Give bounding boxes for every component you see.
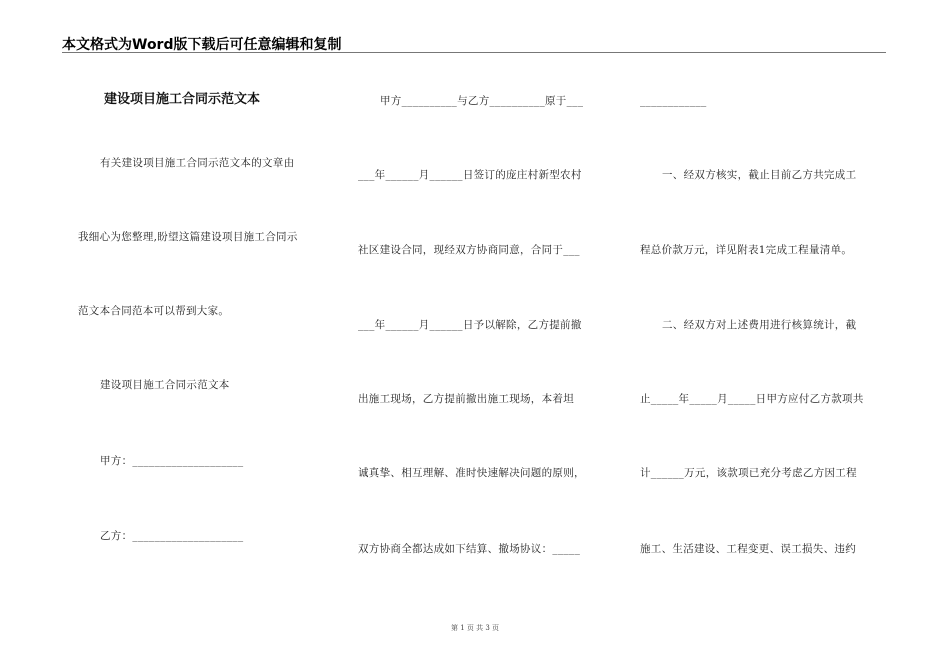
col2-line-5: 出施工现场，乙方提前撤出施工现场，本着坦 [358,393,574,405]
header-divider [62,52,886,53]
col1-line-6: 乙方：____________________ [100,530,244,542]
col2-line-6: 诚真挚、相互理解、准时快速解决问题的原则， [358,467,585,479]
document-header-banner: 本文格式为Word版下载后可任意编辑和复制 [62,37,342,53]
col3-line-6: 计______万元，该款项已充分考虑乙方因工程 [640,467,857,479]
col1-line-3: 范文本合同范本可以帮到大家。 [78,305,230,317]
page-number-footer: 第 1 页 共 3 页 [450,624,500,632]
col2-line-4: ___年______月______日予以解除，乙方提前撤 [358,319,582,331]
col3-line-1: ____________ [640,95,707,107]
col2-line-3: 社区建设合同，现经双方协商同意，合同于___ [358,244,580,256]
col2-line-7: 双方协商全都达成如下结算、撤场协议：_____ [358,543,581,555]
col1-line-2: 我细心为您整理,盼望这篇建设项目施工合同示 [78,231,298,243]
col3-line-4: 二、经双方对上述费用进行核算统计，截 [662,319,857,331]
col1-line-1: 有关建设项目施工合同示范文本的文章由 [100,157,295,169]
document-title: 建设项目施工合同示范文本 [104,92,261,107]
col3-line-2: 一、经双方核实，截止目前乙方共完成工 [662,169,857,181]
col3-line-5: 止_____年_____月_____日甲方应付乙方款项共 [640,393,864,405]
col1-line-4: 建设项目施工合同示范文本 [100,379,230,391]
col1-line-5: 甲方：____________________ [100,455,244,467]
col3-line-3: 程总价款万元，详见附表1完成工程量清单。 [640,244,853,256]
col2-line-1: 甲方__________与乙方__________原于___ [380,95,584,107]
col2-line-2: ___年______月______日签订的庞庄村新型农村 [358,169,582,181]
col3-line-7: 施工、生活建设、工程变更、误工损失、违约 [640,543,856,555]
